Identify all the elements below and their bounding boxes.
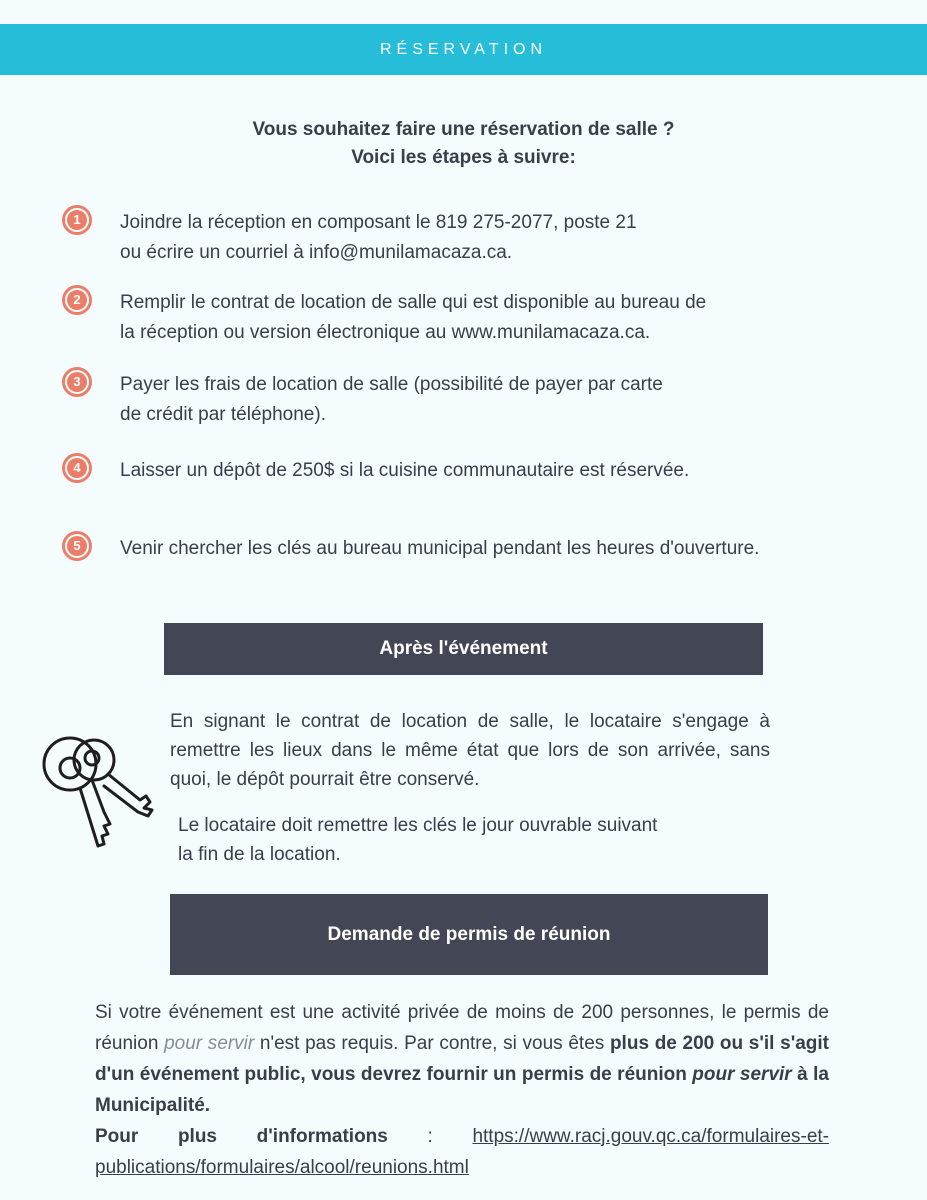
step-text: Venir chercher les clés au bureau municipal pendant les heures d'ouverture. xyxy=(120,538,760,559)
permit-banner xyxy=(170,894,768,975)
permit-paragraph: Si votre événement est une activité privée de moins de 200 personnes, le permis de réunion pour servir n'est pas requis. Par contre, si vous êtes plus de 200 ou s'il s'agit d'un événement public, vous devrez fournir un permis de réunion pour servir à la Municipalité. Pour plus d'informations : https://www.racj.gouv.qc.ca/formulaires-et-publications/formulaires/alcool/reunions.html xyxy=(95,1002,829,1178)
step-number-badge: 3 xyxy=(62,367,92,397)
step-number-badge: 2 xyxy=(62,285,92,315)
keys-icon xyxy=(36,728,160,858)
step-2 xyxy=(62,288,706,348)
header-banner xyxy=(0,24,927,75)
step-3 xyxy=(62,370,663,430)
step-number-badge: 4 xyxy=(62,453,92,483)
step-text: Laisser un dépôt de 250$ si la cuisine communautaire est réservée. xyxy=(120,460,690,481)
step-text: la réception ou version électronique au www.munilamacaza.ca. xyxy=(120,322,651,343)
racj-link[interactable]: https://www.racj.gouv.qc.ca/formulaires-et-publications/formulaires/alcool/reunions.html xyxy=(95,1126,829,1178)
after-event-title: Après l'événement xyxy=(379,638,548,659)
step-text: de crédit par téléphone). xyxy=(120,404,326,425)
step-text: Remplir le contrat de location de salle qui est disponible au bureau de xyxy=(120,292,707,313)
step-text: ou écrire un courriel à info@munilamacaza.ca. xyxy=(120,242,513,263)
intro-line-2: Voici les étapes à suivre: xyxy=(351,147,576,168)
step-number-badge: 5 xyxy=(62,531,92,561)
step-text: Joindre la réception en composant le 819 275-2077, poste 21 xyxy=(120,212,637,233)
step-4 xyxy=(62,456,689,486)
after-event-paragraph-1: En signant le contrat de location de salle, le locataire s'engage à remettre les lieux dans le même état que lors de son arrivée, sans quoi, le dépôt pourrait être conservé. xyxy=(170,711,770,790)
more-info-label: Pour plus d'informations xyxy=(95,1126,388,1147)
step-text: Payer les frais de location de salle (possibilité de payer par carte xyxy=(120,374,663,395)
step-number-badge: 1 xyxy=(62,205,92,235)
permit-title: Demande de permis de réunion xyxy=(327,923,611,945)
after-event-banner xyxy=(164,623,763,675)
intro-heading xyxy=(0,116,927,172)
header-title: RÉSERVATION xyxy=(379,40,548,58)
after-event-paragraph-2: Le locataire doit remettre les clés le jour ouvrable suivant la fin de la location. xyxy=(178,815,658,865)
step-5 xyxy=(62,534,759,564)
step-1 xyxy=(62,208,637,268)
intro-line-1: Vous souhaitez faire une réservation de salle ? xyxy=(252,119,675,140)
